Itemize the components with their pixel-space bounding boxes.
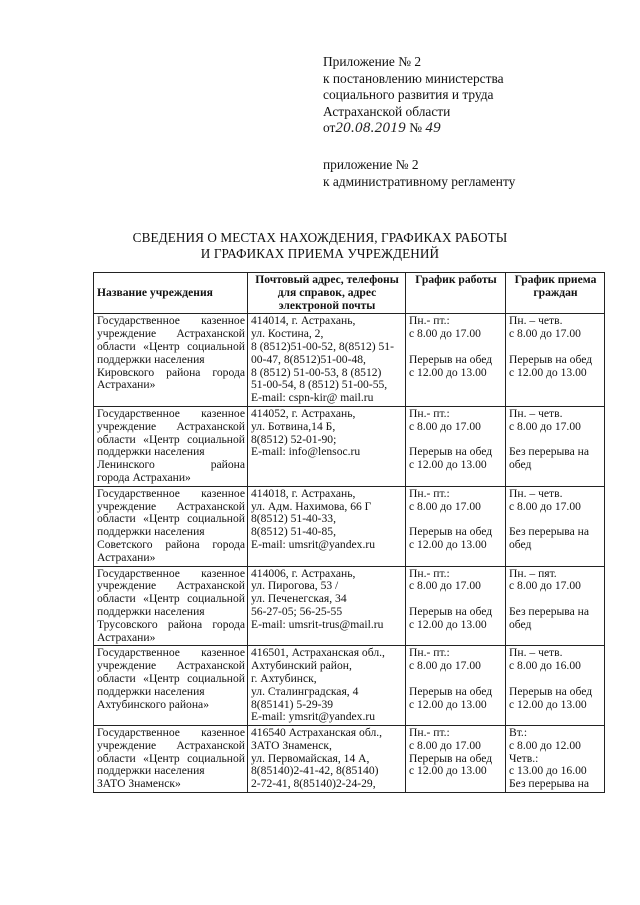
cell-line: Пн. – пят. [509,567,557,580]
cell-line: Кировского района города [97,365,245,379]
cell-line: Трусовского района города [97,617,245,631]
cell-line: Государственное казенное [97,406,245,420]
cell-line: с 12.00 до 13.00 [509,366,587,379]
cell-line: поддержки населения [97,605,205,618]
cell-line: E-mail: umsrit-trus@mail.ru [251,618,384,631]
cell-line: с 8.00 до 17.00 [509,580,581,593]
cell-line: ул. Ботвина,14 Б, [251,420,336,433]
cell-line: 414006, г. Астрахань, [251,567,356,580]
cell-line: учреждение Астраханской [97,419,245,433]
cell-line: Перерыв на обед [409,605,493,618]
cell-line: с 8.00 до 17.00 [409,500,481,513]
cell-line: Пн. – четв. [509,487,563,500]
cell-line: учреждение Астраханской [97,659,245,673]
cell-line: E-mail: umsrit@yandex.ru [251,538,376,551]
cell-line: Астрахани» [97,631,156,644]
cell-line: Перерыв на обед [509,353,593,366]
cell-line: ул. Печенегская, 34 [251,593,347,606]
cell-line: с 8.00 до 17.00 [509,328,581,341]
cell-line: Астрахани» [97,379,156,392]
cell-address [248,726,406,793]
cell-line: с 12.00 до 13.00 [409,765,487,778]
cell-line: Без перерыва на [509,446,590,459]
table-row [94,486,605,566]
cell-name [94,406,248,486]
cell-line: Пн.- пт.: [409,567,450,580]
cell-name [94,314,248,407]
cell-line: E-mail: cspn-kir@ mail.ru [251,392,374,405]
cell-reception-schedule [506,566,605,646]
cell-line: 8(85140)2-41-42, 8(85140) [251,765,379,778]
cell-line: с 12.00 до 13.00 [409,618,487,631]
cell-line: области «Центр социальной [97,432,245,446]
cell-line: ЗАТО Знаменск, [251,739,332,752]
cell-reception-schedule [506,406,605,486]
cell-line: Перерыв на обед [409,685,493,698]
cell-work-schedule [406,726,506,793]
cell-address [248,646,406,726]
cell-name [94,486,248,566]
cell-line: поддержки населения [97,446,205,459]
handwritten-number: 49 [425,120,441,137]
cell-line: 416540 Астраханская обл., [251,727,383,740]
cell-line: поддержки населения [97,526,205,539]
cell-line: учреждение Астраханской [97,579,245,593]
cell-address [248,406,406,486]
cell-line: поддержки населения [97,685,205,698]
header-address: Почтовый адрес, телефоны для справок, адрес электроной почты [248,273,406,314]
cell-line: обед [509,538,532,551]
cell-line: с 12.00 до 13.00 [409,366,487,379]
cell-line [509,513,602,526]
cell-line: учреждение Астраханской [97,738,245,752]
cell-line: Государственное казенное [97,566,245,580]
cell-line: с 8.00 до 17.00 [409,739,481,752]
cell-line: области «Центр социальной [97,339,245,353]
cell-line: Без перерыва на [509,778,590,791]
cell-line: города Астрахани» [97,471,191,484]
cell-line: 00-47, 8(8512)51-00-48, [251,353,366,366]
cell-line: 414052, г. Астрахань, [251,407,356,420]
cell-line: Государственное казенное [97,314,245,328]
cell-line: Перерыв на обед [409,353,493,366]
heading-line-1: СВЕДЕНИЯ О МЕСТАХ НАХОЖДЕНИЯ, ГРАФИКАХ РАБОТЫ [132,230,508,245]
table-row [94,406,605,486]
cell-line: Вт.: [509,727,528,740]
table-header-row [94,273,605,314]
annex-line: Астраханской области [323,103,451,119]
table-row [94,646,605,726]
table-row [94,314,605,407]
cell-line: ул. Пирогова, 53 / [251,580,339,593]
cell-address [248,314,406,407]
cell-line: 51-00-54, 8 (8512) 51-00-55, [251,379,388,392]
date-prefix: от [323,120,336,136]
cell-line: с 13.00 до 16.00 [509,765,587,778]
cell-line: 8(85141) 5-29-39 [251,698,334,711]
cell-line [509,673,602,686]
cell-line: Государственное казенное [97,486,245,500]
annex-date-line [323,120,504,137]
handwritten-date: 20.08.2019 [335,120,406,137]
cell-line: 8 (8512) 51-00-53, 8 (8512) [251,366,382,379]
cell-line: области «Центр социальной [97,751,245,765]
cell-line: Государственное казенное [97,646,245,660]
cell-line: Без перерыва на [509,526,590,539]
cell-line: Пн.- пт.: [409,315,450,328]
cell-line: Без перерыва на [509,605,590,618]
cell-work-schedule [406,646,506,726]
cell-line [509,593,602,606]
cell-line: ул. Сталинградская, 4 [251,685,359,698]
cell-line: с 12.00 до 13.00 [409,538,487,551]
cell-name [94,566,248,646]
cell-line: поддержки населения [97,353,205,366]
cell-reception-schedule [506,314,605,407]
cell-line: 8(8512) 51-40-33, [251,513,337,526]
cell-work-schedule [406,314,506,407]
annex-block [323,54,504,137]
cell-line [409,593,503,606]
header-work-schedule: График работы [406,273,506,314]
institutions-table [93,272,605,793]
cell-line: 8(8512) 52-01-90; [251,433,337,446]
cell-line: с 12.00 до 13.00 [509,698,587,711]
cell-line: 8 (8512)51-00-52, 8(8512) 51- [251,340,394,353]
cell-line: Ленинского района [97,458,245,472]
cell-line: с 12.00 до 13.00 [409,459,487,472]
heading-line-2: И ГРАФИКАХ ПРИЕМА УЧРЕЖДЕНИЙ [200,246,440,261]
cell-line: 8(8512) 51-40-85, [251,526,337,539]
cell-line: Государственное казенное [97,726,245,740]
cell-reception-schedule [506,726,605,793]
cell-address [248,566,406,646]
header-reception-schedule: График приема граждан [506,273,605,314]
annex-line: к постановлению министерства [323,70,504,86]
cell-line: 416501, Астраханская обл., [251,647,385,660]
cell-line [409,434,503,447]
cell-line: Астрахани» [97,551,156,564]
number-prefix: № [409,120,423,136]
annex2-block [323,157,515,190]
cell-line: Пн. – четв. [509,647,563,660]
cell-line: 2-72-41, 8(85140)2-24-29, [251,778,376,791]
document-heading [0,230,640,262]
cell-line [509,341,602,354]
cell-line: E-mail: info@lensoc.ru [251,446,361,459]
header-name: Название учреждения [94,273,248,314]
annex2-line: к административному регламенту [323,173,516,189]
cell-line: E-mail: ymsrit@yandex.ru [251,711,376,724]
cell-line: Перерыв на обед [509,685,593,698]
annex2-line: приложение № 2 [323,157,419,172]
cell-line: с 8.00 до 17.00 [509,420,581,433]
cell-line: с 8.00 до 12.00 [509,739,581,752]
cell-line: обед [509,618,532,631]
cell-line [409,673,503,686]
cell-line: ЗАТО Знаменск» [97,778,181,791]
cell-line: с 8.00 до 17.00 [409,328,481,341]
cell-line: области «Центр социальной [97,512,245,526]
cell-line: с 8.00 до 17.00 [509,500,581,513]
cell-reception-schedule [506,486,605,566]
cell-name [94,646,248,726]
annex-line: социального развития и труда [323,87,494,103]
cell-line: Пн. – четв. [509,407,563,420]
cell-line: Пн. – четв. [509,315,563,328]
cell-line: поддержки населения [97,765,205,778]
cell-work-schedule [406,486,506,566]
cell-line: области «Центр социальной [97,671,245,685]
cell-work-schedule [406,566,506,646]
cell-line: Ахтубинский район, [251,660,352,673]
cell-line: ул. Адм. Нахимова, 66 Г [251,500,372,513]
cell-work-schedule [406,406,506,486]
table-row [94,566,605,646]
cell-name [94,726,248,793]
cell-line: области «Центр социальной [97,592,245,606]
cell-line: Ахтубинского района» [97,698,209,711]
cell-line [409,341,503,354]
cell-line: с 8.00 до 16.00 [509,660,581,673]
cell-line: г. Ахтубинск, [251,672,317,685]
cell-line: Пн.- пт.: [409,487,450,500]
cell-line: обед [509,459,532,472]
cell-line: с 8.00 до 17.00 [409,660,481,673]
cell-line: Пн.- пт.: [409,727,450,740]
cell-reception-schedule [506,646,605,726]
cell-line: ул. Первомайская, 14 А, [251,752,370,765]
cell-line: Советского района города [97,537,245,551]
cell-line: 414018, г. Астрахань, [251,487,356,500]
cell-line: ул. Костина, 2, [251,328,324,341]
annex-line: Приложение № 2 [323,54,422,69]
cell-line: Четв.: [509,752,539,765]
cell-line: Перерыв на обед [409,446,493,459]
cell-line: с 8.00 до 17.00 [409,580,481,593]
cell-line: Пн.- пт.: [409,407,450,420]
table-row [94,726,605,793]
cell-line: Перерыв на обед [409,752,493,765]
cell-line [409,513,503,526]
cell-line: 56-27-05; 56-25-55 [251,605,343,618]
cell-line [509,434,602,447]
cell-line: с 12.00 до 13.00 [409,698,487,711]
cell-line: учреждение Астраханской [97,499,245,513]
cell-line: с 8.00 до 17.00 [409,420,481,433]
cell-line: Перерыв на обед [409,526,493,539]
cell-line: 414014, г. Астрахань, [251,315,356,328]
cell-line: учреждение Астраханской [97,327,245,341]
cell-address [248,486,406,566]
cell-line: Пн.- пт.: [409,647,450,660]
